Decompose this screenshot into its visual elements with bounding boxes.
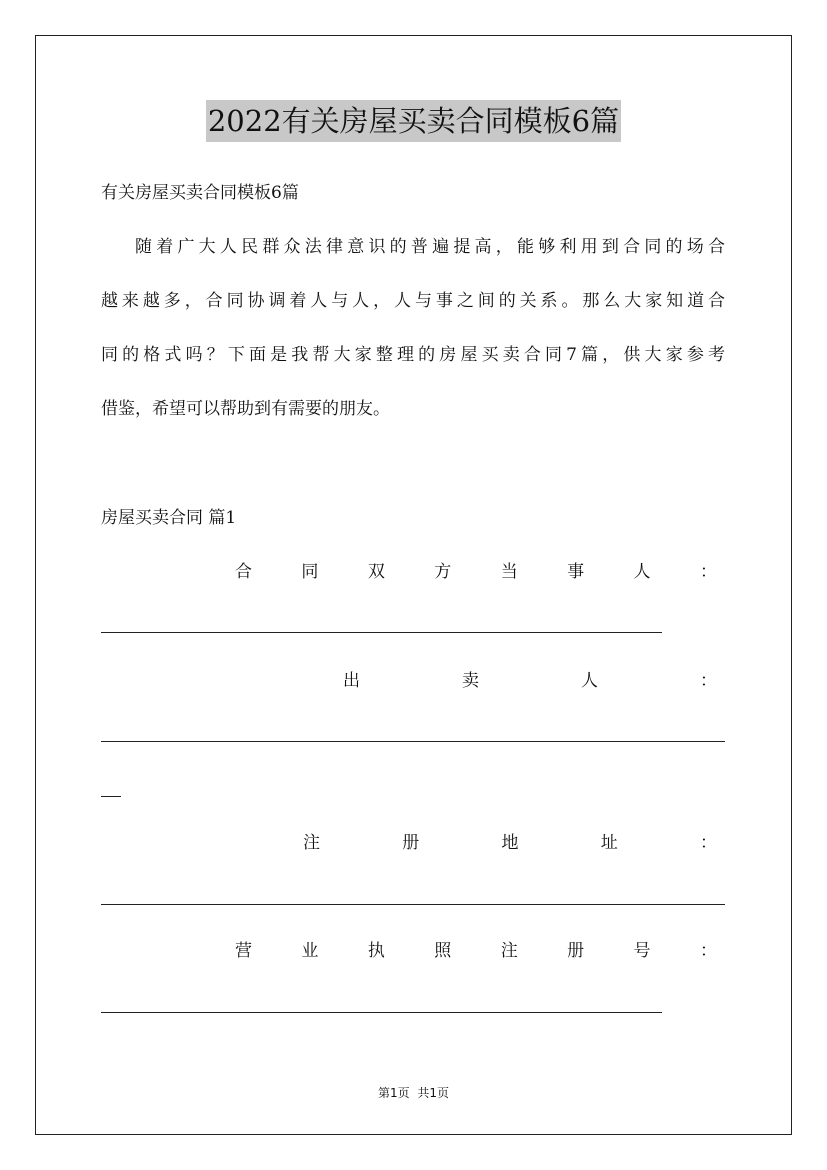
field-char: 址 [600, 833, 618, 853]
field-license-blank [101, 1012, 662, 1013]
field-char: 号 [633, 941, 651, 961]
page-number: 第1页 [378, 1086, 410, 1100]
section-heading: 房屋买卖合同 篇1 [101, 508, 237, 528]
field-char: 册 [402, 833, 420, 853]
field-char: 业 [301, 941, 319, 961]
field-char: 方 [434, 562, 452, 582]
field-char: 地 [501, 833, 519, 853]
field-char: 照 [434, 941, 452, 961]
intro-paragraph [101, 235, 725, 451]
field-char: ： [700, 671, 717, 691]
field-char: ： [700, 833, 717, 853]
intro-line: 同的格式吗？下面是我帮大家整理的房屋买卖合同7篇，供大家参考 [101, 345, 725, 365]
field-char: ： [699, 941, 717, 961]
intro-line: 借鉴，希望可以帮助到有需要的朋友。 [101, 399, 390, 419]
field-parties-label [235, 560, 717, 584]
field-char: 双 [367, 562, 385, 582]
page-total: 共1页 [417, 1086, 449, 1100]
field-seller-label [343, 669, 717, 693]
field-address-blank [101, 904, 725, 905]
field-seller-blank [101, 741, 725, 742]
field-parties-blank [101, 632, 662, 633]
field-char: 注 [500, 941, 518, 961]
field-char: 册 [567, 941, 585, 961]
field-char: 人 [581, 671, 598, 691]
field-char: 注 [303, 833, 320, 853]
field-license-label [235, 939, 717, 963]
field-char: 卖 [462, 671, 479, 691]
page-footer [0, 1084, 827, 1101]
field-address-label [303, 831, 717, 855]
field-char: 同 [301, 562, 319, 582]
field-seller-blank-cont [101, 796, 121, 797]
field-char: 当 [500, 562, 518, 582]
field-char: 执 [367, 941, 385, 961]
field-char: 事 [567, 562, 585, 582]
intro-line: 随着广大人民群众法律意识的普遍提高，能够利用到合同的场合 [135, 237, 725, 257]
document-subtitle: 有关房屋买卖合同模板6篇 [101, 183, 299, 203]
field-char: 出 [343, 671, 360, 691]
field-char: 合 [235, 562, 252, 582]
field-char: 人 [633, 562, 651, 582]
title-wrap [0, 100, 827, 142]
intro-line: 越来越多，合同协调着人与人，人与事之间的关系。那么大家知道合 [101, 291, 725, 311]
field-char: 营 [235, 941, 252, 961]
field-char: ： [699, 562, 717, 582]
document-title: 2022有关房屋买卖合同模板6篇 [206, 100, 621, 142]
